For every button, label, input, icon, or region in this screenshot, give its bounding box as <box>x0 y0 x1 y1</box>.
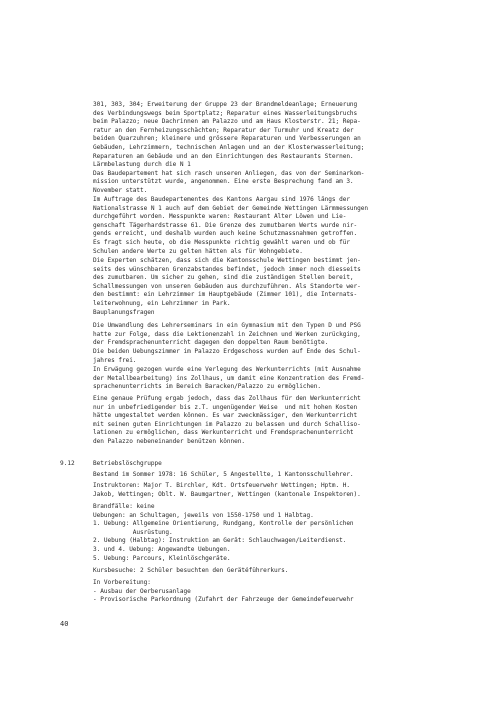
paragraph-noise-measurements: Im Auftrage des Baudepartementes des Kantons Aargau sind 1976 längs der Nationalstrasse N 1 auch auf dem Gebiet der Gemeinde Wettingen Lärmmessungen durchgeführt worden. Messpunkte waren: Restaurant Alter Löwen und Lie- genschaft Tägerhardstrasse 61. Die Grenze des zumutbaren Werts wurde nir- gends erreicht, und deshalb wurden auch keine Schutzmassnahmen getroffen. <box>93 196 369 238</box>
paragraph-practice-rooms: Die beiden Uebungszimmer im Palazzo Erdgeschoss wurden auf Ende des Schul- jahres frei. <box>93 348 361 364</box>
paragraph-exercises: Brandfälle: keine Uebungen: an Schultagen, jeweils von 1550-1750 und 1 Halbtag. 1. Uebung: Allgemeine Orientierung, Rundgang, Kontrolle der persönlichen Ausrüstung. 2. Uebung (Halbtag): Instruktion am Gerät: Schlauchwagen/Leiterdienst. 3. und 4. Uebung: Angewandte Uebungen. 5. Uebung: Parcours, Kleinlöschgeräte. <box>93 503 354 562</box>
paragraph-noise-heading: Lärmbelastung durch die N 1 Das Baudepartement hat sich rasch unseren Anliegen, das von der Seminarkom- mission unterstützt wurde, angenommen. Eine erste Besprechung fand am 3. November statt. <box>93 161 365 194</box>
section-number: 9.12 <box>60 460 75 467</box>
paragraph-in-preparation: In Vorbereitung: - Ausbau der Oerberusanlage - Provisorische Parkordnung (Zufahrt der Fahrzeuge der Gemeindefeuerwehr <box>93 579 354 604</box>
paragraph-examination: Eine genaue Prüfung ergab jedoch, dass das Zollhaus für den Werkunterricht nur in unbefriedigender bis z.T. ungenügender Weise und mit hohen Kosten hätte umgestaltet werden können. Es war zweckmässiger, den Werkunterricht mit seinen guten Einrichtungen im Palazzo zu belassen und durch Schalliso- lationen zu ermöglichen, dass Werkunterricht und Fremdsprachenunterricht den Palazzo nebeneinander benützen können. <box>93 395 361 445</box>
paragraph-measurement-question: Es fragt sich heute, ob die Messpunkte richtig gewählt waren und ob für Schulen andere Werte zu gelten hätten als für Wohngebiete. <box>93 239 350 255</box>
paragraph-conversion: Die Umwandlung des Lehrerseminars in ein Gymnasium mit den Typen D und PSG hatte zur Folge, dass die Lektionenzahl in Zeichnen und Werken zurückging, der Fremdsprachenunterricht dagegen den doppelten Raum benötigte. <box>93 322 361 347</box>
page-number: 40 <box>60 620 69 628</box>
paragraph-staffing: Bestand im Sommer 1978: 16 Schüler, 5 Angestellte, 1 Kantonsschullehrer. <box>93 471 354 478</box>
paragraph-experts: Die Experten schätzen, dass sich die Kantonsschule Wettingen bestimmt jen- seits des wünschbaren Grenzabstandes befindet, jedoch immer noch diesseits des zumutbaren. Um sicher zu gehen, sind die zuständigen Stellen bereit, Schallmessungen von unseren Gebäuden aus durchzuführen. Als Standorte wer- den bestimmt: ein Lehrzimmer im Hauptgebäude (Zimmer 101), die Internats- leiterwohnung, ein Lehrzimmer im Park. <box>93 257 361 307</box>
paragraph-relocation: In Erwägung gezogen wurde eine Verlegung des Werkunterrichts (mit Ausnahme der Metallbearbeitung) ins Zollhaus, um damit eine Konzentration des Fremd- sprachenunterrichts im Bereich Baracken/Palazzo zu ermöglichen. <box>93 366 365 391</box>
paragraph-courses: Kursbesuche: 2 Schüler besuchten den Gerätéführerkurs. <box>93 567 289 574</box>
paragraph-repairs: 301, 303, 304; Erweiterung der Gruppe 23 der Brandmeldeanlage; Erneuerung des Verbindungswegs beim Sportplatz; Reparatur eines Wasserleitungsbruchs beim Palazzo; neue Dachrinnen am Palazzo und am Haus Klosterstr. 21; Repa- ratur an den Fernheizungsschächten; Reparatur der Turmuhr und Kreatz der beiden Quarzuhren; kleinere und grössere Reparaturen und Verbesserungen an Gebäuden, Lehrzimmern, technischen Anlagen und an der Klosterwasserleitung; Reparaturen am Gebäude und an den Einrichtungen des Restaurants Sternen. <box>93 101 365 160</box>
section-heading-fire-brigade: Betriebslöschgruppe <box>93 460 162 467</box>
paragraph-instructors: Instruktoren: Major T. Birchler, Kdt. Ortsfeuerwehr Wettingen; Hptm. H. Jakob, Wettingen; Oblt. W. Baumgartner, Wettingen (kantonale Inspektoren). <box>93 482 361 498</box>
heading-building-planning: Bauplanungsfragen <box>93 309 155 316</box>
